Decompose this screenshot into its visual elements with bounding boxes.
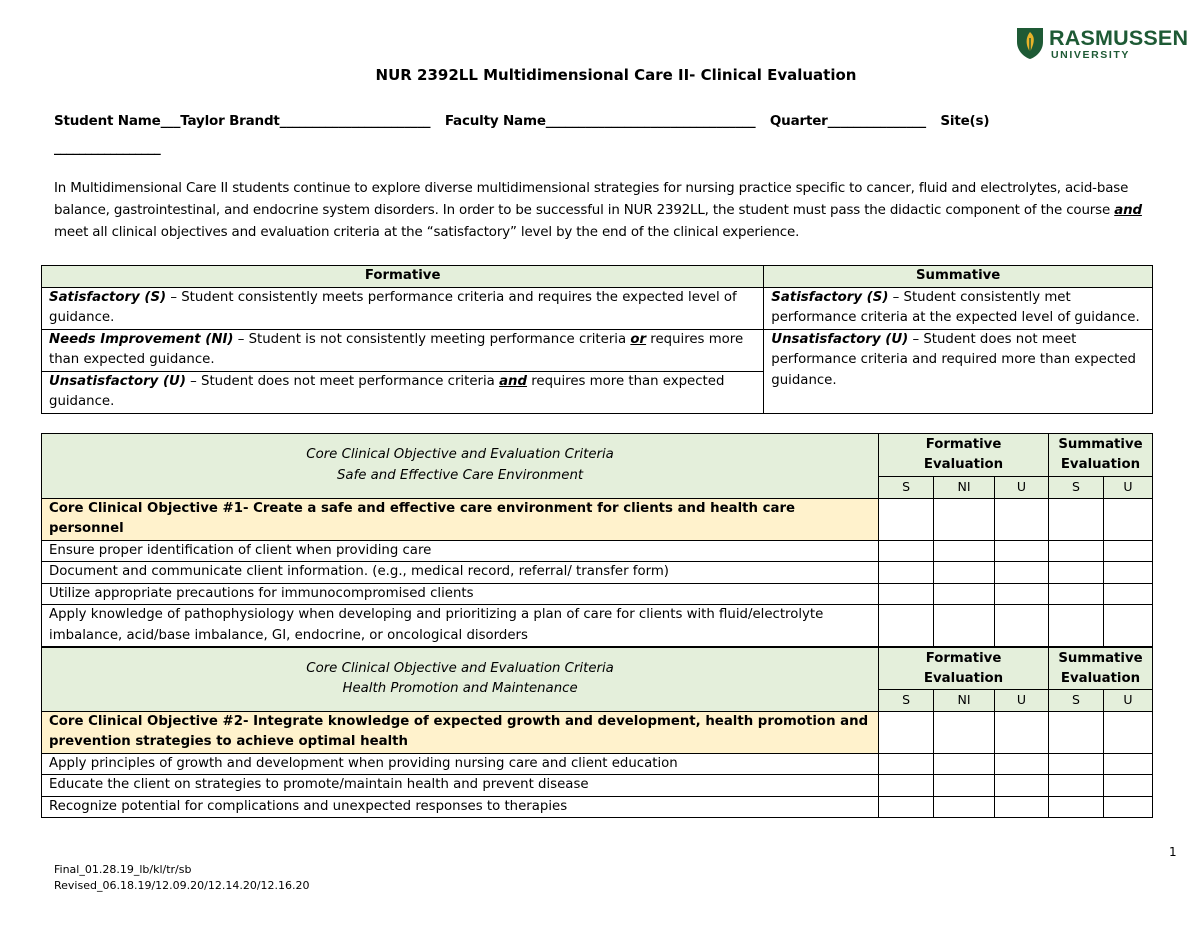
footer-revised: Revised_06.18.19/12.09.20/12.14.20/12.16.20 bbox=[54, 879, 310, 892]
objective-table-health-promotion bbox=[41, 647, 1153, 818]
formative-satisfactory: Satisfactory (S) – Student consistently meets performance criteria and requires the expected level of guidance. bbox=[42, 287, 764, 329]
logo-brand: RASMUSSEN bbox=[1049, 26, 1189, 50]
rating-cell[interactable] bbox=[934, 753, 995, 775]
rating-cell[interactable] bbox=[995, 498, 1049, 540]
rating-cell[interactable] bbox=[1103, 540, 1152, 562]
rating-cell[interactable] bbox=[879, 583, 934, 605]
col-s: S bbox=[879, 477, 934, 499]
rating-cell[interactable] bbox=[879, 775, 934, 797]
rating-cell[interactable] bbox=[995, 540, 1049, 562]
col-ni: NI bbox=[934, 690, 995, 712]
rating-cell[interactable] bbox=[1103, 796, 1152, 818]
formative-needs-improvement: Needs Improvement (NI) – Student is not consistently meeting performance criteria or requires more than expected guidance. bbox=[42, 329, 764, 371]
col-ni: NI bbox=[934, 477, 995, 499]
rating-cell[interactable] bbox=[1048, 562, 1103, 584]
rating-cell[interactable] bbox=[934, 540, 995, 562]
rating-cell[interactable] bbox=[1103, 562, 1152, 584]
rating-cell[interactable] bbox=[995, 711, 1049, 753]
rating-cell[interactable] bbox=[1048, 583, 1103, 605]
formative-unsatisfactory: Unsatisfactory (U) – Student does not meet performance criteria and requires more than expected guidance. bbox=[42, 371, 764, 413]
formative-evaluation-header: Formative Evaluation bbox=[879, 648, 1049, 690]
rating-cell[interactable] bbox=[1103, 605, 1152, 647]
rating-cell[interactable] bbox=[879, 562, 934, 584]
rating-cell[interactable] bbox=[995, 583, 1049, 605]
rating-cell[interactable] bbox=[995, 562, 1049, 584]
summative-unsatisfactory: Unsatisfactory (U) – Student does not meet performance criteria and required more than expected guidance. bbox=[764, 329, 1153, 413]
student-info-line bbox=[54, 113, 999, 129]
rating-legend-table bbox=[41, 265, 1153, 414]
col-s: S bbox=[879, 690, 934, 712]
university-logo bbox=[1016, 26, 1189, 62]
rating-cell[interactable] bbox=[934, 498, 995, 540]
rating-cell[interactable] bbox=[1048, 753, 1103, 775]
criteria-row: Document and communicate client information. (e.g., medical record, referral/ transfer form) bbox=[42, 562, 879, 584]
criteria-row: Apply principles of growth and development when providing nursing care and client education bbox=[42, 753, 879, 775]
objective-table-safe-care bbox=[41, 433, 1153, 647]
rating-cell[interactable] bbox=[934, 562, 995, 584]
intro-paragraph bbox=[54, 178, 1174, 244]
col-u: U bbox=[995, 477, 1049, 499]
rating-cell[interactable] bbox=[879, 796, 934, 818]
summative-header: Summative bbox=[764, 266, 1153, 288]
table-heading: Core Clinical Objective and Evaluation Criteria Safe and Effective Care Environment bbox=[42, 434, 879, 499]
faculty-name-field: Faculty Name________________________________ bbox=[444, 113, 756, 129]
rating-cell[interactable] bbox=[1103, 498, 1152, 540]
footer-revision bbox=[54, 862, 310, 894]
rating-cell[interactable] bbox=[934, 711, 995, 753]
rating-cell[interactable] bbox=[1048, 775, 1103, 797]
rating-cell[interactable] bbox=[879, 540, 934, 562]
summative-evaluation-header: Summative Evaluation bbox=[1048, 434, 1152, 477]
rating-cell[interactable] bbox=[1048, 605, 1103, 647]
criteria-row: Recognize potential for complications and unexpected responses to therapies bbox=[42, 796, 879, 818]
objective-row: Core Clinical Objective #2- Integrate knowledge of expected growth and development, health promotion and prevention strategies to achieve optimal health bbox=[42, 711, 879, 753]
rating-cell[interactable] bbox=[879, 753, 934, 775]
document-title: NUR 2392LL Multidimensional Care II- Clinical Evaluation bbox=[375, 66, 857, 84]
rating-cell[interactable] bbox=[995, 796, 1049, 818]
rating-cell[interactable] bbox=[1048, 540, 1103, 562]
rating-cell[interactable] bbox=[995, 605, 1049, 647]
rating-cell[interactable] bbox=[1048, 711, 1103, 753]
rating-cell[interactable] bbox=[934, 796, 995, 818]
shield-logo-icon bbox=[1016, 26, 1044, 60]
logo-subtitle: UNIVERSITY bbox=[1051, 49, 1131, 61]
col-s: S bbox=[1048, 690, 1103, 712]
criteria-row: Apply knowledge of pathophysiology when developing and prioritizing a plan of care for clients with fluid/electrolyte imbalance, acid/base imbalance, GI, endocrine, or oncological disorders bbox=[42, 605, 879, 647]
rating-cell[interactable] bbox=[934, 775, 995, 797]
summative-evaluation-header: Summative Evaluation bbox=[1048, 648, 1152, 690]
rating-cell[interactable] bbox=[879, 605, 934, 647]
formative-header: Formative bbox=[42, 266, 764, 288]
col-u: U bbox=[995, 690, 1049, 712]
criteria-row: Utilize appropriate precautions for immunocompromised clients bbox=[42, 583, 879, 605]
col-u: U bbox=[1103, 477, 1152, 499]
rating-cell[interactable] bbox=[879, 711, 934, 753]
rating-cell[interactable] bbox=[934, 583, 995, 605]
rating-cell[interactable] bbox=[1103, 753, 1152, 775]
intro-emphasis: and bbox=[1114, 203, 1142, 218]
rating-cell[interactable] bbox=[1048, 498, 1103, 540]
rating-cell[interactable] bbox=[1103, 711, 1152, 753]
criteria-row: Ensure proper identification of client when providing care bbox=[42, 540, 879, 562]
rating-cell[interactable] bbox=[995, 775, 1049, 797]
rating-cell[interactable] bbox=[879, 498, 934, 540]
page-number: 1 bbox=[1169, 845, 1177, 859]
student-name-field: Student Name___Taylor Brandt_______________________ bbox=[54, 113, 431, 129]
rating-cell[interactable] bbox=[1103, 775, 1152, 797]
intro-text-cont: meet all clinical objectives and evaluation criteria at the “satisfactory” level by the end of the clinical experience. bbox=[54, 225, 800, 240]
site-field-line: _________________ bbox=[54, 140, 161, 156]
rating-cell[interactable] bbox=[1103, 583, 1152, 605]
rating-cell[interactable] bbox=[1048, 796, 1103, 818]
criteria-row: Educate the client on strategies to promote/maintain health and prevent disease bbox=[42, 775, 879, 797]
quarter-field: Quarter_______________ bbox=[769, 113, 926, 129]
summative-satisfactory: Satisfactory (S) – Student consistently met performance criteria at the expected level of guidance. bbox=[764, 287, 1153, 329]
formative-evaluation-header: Formative Evaluation bbox=[879, 434, 1049, 477]
table-heading: Core Clinical Objective and Evaluation Criteria Health Promotion and Maintenance bbox=[42, 648, 879, 712]
site-field: Site(s) bbox=[940, 113, 990, 129]
rating-cell[interactable] bbox=[995, 753, 1049, 775]
footer-final: Final_01.28.19_lb/kl/tr/sb bbox=[54, 863, 192, 876]
col-u: U bbox=[1103, 690, 1152, 712]
objective-row: Core Clinical Objective #1- Create a safe and effective care environment for clients and health care personnel bbox=[42, 498, 879, 540]
col-s: S bbox=[1048, 477, 1103, 499]
intro-text: In Multidimensional Care II students continue to explore diverse multidimensional strategies for nursing practice specific to cancer, fluid and electrolytes, acid-base balance, gastrointestinal, and endocrine system disorders. In order to be successful in NUR 2392LL, the student must pass the didactic component of the course bbox=[54, 181, 1129, 218]
rating-cell[interactable] bbox=[934, 605, 995, 647]
